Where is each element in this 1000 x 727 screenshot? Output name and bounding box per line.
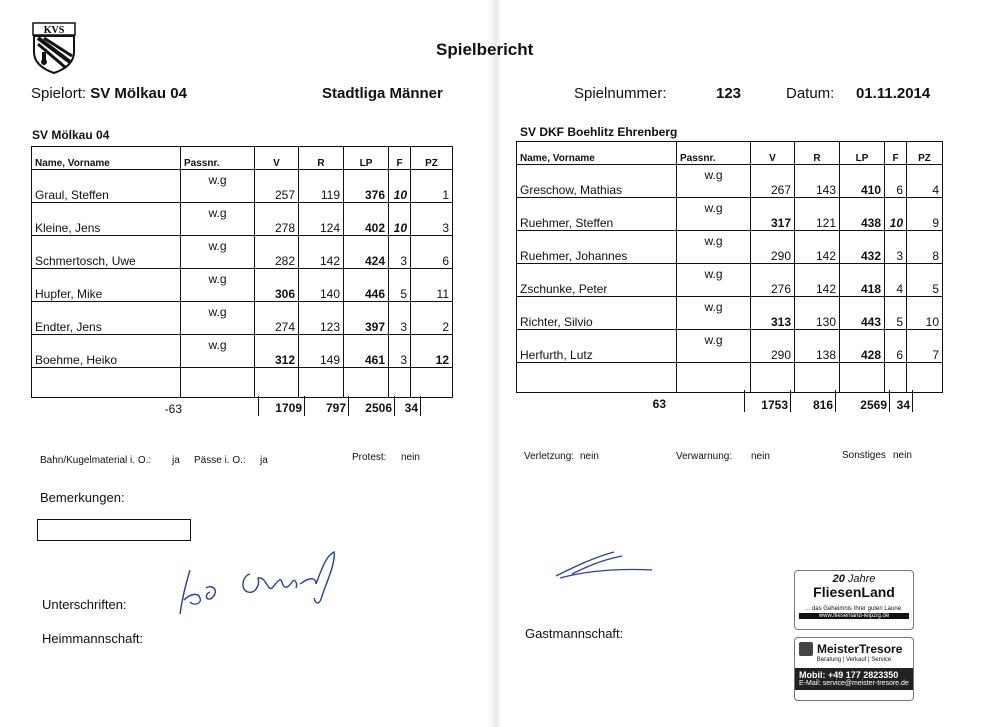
home-difference: -63 <box>164 402 182 416</box>
fliesenland-years: 20 <box>832 573 845 585</box>
home-cell-pass: w.g <box>181 236 255 269</box>
gastmannschaft-label: Gastmannschaft: <box>525 626 624 641</box>
home-cell-v: 306 <box>255 269 299 302</box>
table-row <box>32 302 453 335</box>
unterschriften-label: Unterschriften: <box>42 597 127 612</box>
away-cell-pz: 10 <box>907 297 943 330</box>
fliesenland-name: FliesenLand <box>813 584 895 600</box>
away-cell-lp: 443 <box>840 297 885 330</box>
home-cell-pz: 12 <box>411 335 453 368</box>
away-cell-pz: 9 <box>907 198 943 231</box>
home-col-lp: LP <box>344 147 389 170</box>
home-total-v: 1709 <box>275 401 302 415</box>
home-cell-pz: 11 <box>411 269 453 302</box>
meistertresore-name: MeisterTresore <box>817 642 903 656</box>
away-col-lp: LP <box>840 142 885 165</box>
home-cell-name: Kleine, Jens <box>32 203 181 236</box>
meistertresore-email: E-Mail: service@meister-tresore.de <box>795 680 913 690</box>
home-cell-f: 3 <box>389 302 411 335</box>
empty-row <box>32 368 453 398</box>
table-row <box>517 165 943 198</box>
meistertresore-ad <box>794 637 914 701</box>
away-cell-r: 121 <box>795 198 840 231</box>
away-cell-v: 317 <box>751 198 795 231</box>
away-cell-v: 290 <box>751 330 795 363</box>
home-col-r: R <box>299 147 344 170</box>
home-cell-pass: w.g <box>181 269 255 302</box>
paesse-value: ja <box>260 455 268 466</box>
sonstiges-value: nein <box>893 450 912 461</box>
kvs-logo <box>30 22 78 74</box>
table-row <box>32 269 453 302</box>
datum-label: Datum: <box>786 85 835 102</box>
home-cell-f: 5 <box>389 269 411 302</box>
away-col-pass: Passnr. <box>677 142 751 165</box>
home-cell-lp: 402 <box>344 203 389 236</box>
bemerkungen-box <box>37 519 191 541</box>
home-cell-f: 10 <box>389 203 411 236</box>
home-cell-lp: 376 <box>344 170 389 203</box>
away-cell-f: 10 <box>885 198 907 231</box>
paper-fold <box>488 0 502 727</box>
heimmannschaft-label: Heimmannschaft: <box>42 631 144 646</box>
verwarnung-label: Verwarnung: <box>676 451 733 462</box>
home-cell-name: Schmertosch, Uwe <box>32 236 181 269</box>
home-cell-r: 119 <box>299 170 344 203</box>
spielort-label: Spielort: <box>31 85 87 102</box>
away-cell-pass: w.g <box>677 198 751 231</box>
home-cell-name: Graul, Steffen <box>32 170 181 203</box>
away-cell-r: 142 <box>795 264 840 297</box>
page-title: Spielbericht <box>436 40 534 59</box>
home-score-table <box>31 146 453 398</box>
datum-value: 01.11.2014 <box>856 85 931 102</box>
home-cell-f: 10 <box>389 170 411 203</box>
away-cell-lp: 438 <box>840 198 885 231</box>
fliesenland-jahre: Jahre <box>847 573 876 585</box>
fliesenland-url: www.fliesenland-leipzig.de <box>799 613 909 619</box>
away-cell-v: 267 <box>751 165 795 198</box>
home-cell-r: 124 <box>299 203 344 236</box>
away-cell-lp: 428 <box>840 330 885 363</box>
home-signature <box>176 548 356 623</box>
home-cell-v: 278 <box>255 203 299 236</box>
home-cell-r: 149 <box>299 335 344 368</box>
spielnummer-label: Spielnummer: <box>574 85 667 102</box>
away-total-lp: 2569 <box>860 398 887 412</box>
empty-row <box>517 363 943 393</box>
meistertresore-mobil: Mobil: +49 177 2823350 <box>795 668 913 680</box>
away-cell-f: 6 <box>885 165 907 198</box>
home-cell-pz: 6 <box>411 236 453 269</box>
table-row <box>517 198 943 231</box>
home-cell-name: Hupfer, Mike <box>32 269 181 302</box>
home-cell-v: 274 <box>255 302 299 335</box>
away-cell-lp: 410 <box>840 165 885 198</box>
table-row <box>517 330 943 363</box>
away-cell-pass: w.g <box>677 330 751 363</box>
spielort <box>31 85 187 102</box>
away-cell-name: Greschow, Mathias <box>517 165 677 198</box>
verwarnung-value: nein <box>751 451 770 462</box>
away-cell-name: Herfurth, Lutz <box>517 330 677 363</box>
away-col-pz: PZ <box>907 142 943 165</box>
home-cell-pass: w.g <box>181 302 255 335</box>
away-col-v: V <box>751 142 795 165</box>
table-row <box>32 170 453 203</box>
spielnummer-value: 123 <box>716 85 742 102</box>
away-cell-name: Ruehmer, Johannes <box>517 231 677 264</box>
home-team-name: SV Mölkau 04 <box>32 128 110 142</box>
league: Stadtliga Männer <box>322 85 443 102</box>
home-cell-pass: w.g <box>181 170 255 203</box>
home-cell-r: 123 <box>299 302 344 335</box>
away-cell-v: 276 <box>751 264 795 297</box>
away-cell-name: Zschunke, Peter <box>517 264 677 297</box>
away-cell-v: 313 <box>751 297 795 330</box>
home-cell-lp: 424 <box>344 236 389 269</box>
table-row <box>32 236 453 269</box>
home-col-pass: Passnr. <box>181 147 255 170</box>
home-cell-lp: 397 <box>344 302 389 335</box>
table-row <box>517 231 943 264</box>
away-cell-r: 130 <box>795 297 840 330</box>
away-cell-lp: 432 <box>840 231 885 264</box>
away-score-table <box>516 141 943 393</box>
sonstiges-label: Sonstiges <box>842 450 886 461</box>
spielort-value: SV Mölkau 04 <box>90 85 187 102</box>
fliesenland-ad <box>794 570 914 630</box>
fliesenland-slogan: ... das Geheimnis Ihrer guten Laune. <box>805 606 903 612</box>
home-cell-r: 142 <box>299 236 344 269</box>
home-cell-pass: w.g <box>181 203 255 236</box>
away-signature <box>552 548 662 587</box>
away-cell-f: 3 <box>885 231 907 264</box>
home-total-lp: 2506 <box>365 401 392 415</box>
logo-text: KVS <box>43 25 65 36</box>
table-row <box>32 335 453 368</box>
away-col-name: Name, Vorname <box>517 142 677 165</box>
bahn-label: Bahn/Kugelmaterial i. O.: <box>40 455 152 466</box>
home-header-row <box>32 147 453 170</box>
home-cell-v: 257 <box>255 170 299 203</box>
home-cell-v: 282 <box>255 236 299 269</box>
table-row <box>517 264 943 297</box>
home-cell-pz: 2 <box>411 302 453 335</box>
meistertresore-sub: Beratung | Verkauf | Service <box>816 657 892 663</box>
bahn-value: ja <box>172 455 180 466</box>
away-total-v: 1753 <box>761 398 788 412</box>
away-difference: 63 <box>652 397 666 411</box>
away-cell-r: 142 <box>795 231 840 264</box>
away-cell-pz: 8 <box>907 231 943 264</box>
home-total-r: 797 <box>325 401 346 415</box>
away-cell-f: 4 <box>885 264 907 297</box>
home-col-f: F <box>389 147 411 170</box>
table-row <box>32 203 453 236</box>
away-cell-v: 290 <box>751 231 795 264</box>
protest-value: nein <box>401 452 420 463</box>
home-cell-f: 3 <box>389 335 411 368</box>
home-cell-pass: w.g <box>181 335 255 368</box>
away-cell-pass: w.g <box>677 264 751 297</box>
home-col-name: Name, Vorname <box>32 147 181 170</box>
home-cell-pz: 1 <box>411 170 453 203</box>
verletzung-value: nein <box>580 451 599 462</box>
away-col-f: F <box>885 142 907 165</box>
home-total-f: 34 <box>404 401 418 415</box>
home-cell-name: Endter, Jens <box>32 302 181 335</box>
safe-icon <box>799 642 813 656</box>
away-cell-f: 5 <box>885 297 907 330</box>
home-col-v: V <box>255 147 299 170</box>
away-total-f: 34 <box>896 398 910 412</box>
home-col-pz: PZ <box>411 147 453 170</box>
protest-label: Protest: <box>352 452 387 463</box>
bemerkungen-label: Bemerkungen: <box>40 490 125 505</box>
away-cell-name: Richter, Silvio <box>517 297 677 330</box>
home-cell-name: Boehme, Heiko <box>32 335 181 368</box>
away-cell-pz: 4 <box>907 165 943 198</box>
away-cell-pz: 5 <box>907 264 943 297</box>
away-cell-pz: 7 <box>907 330 943 363</box>
away-cell-pass: w.g <box>677 297 751 330</box>
away-cell-pass: w.g <box>677 231 751 264</box>
away-cell-lp: 418 <box>840 264 885 297</box>
home-cell-lp: 461 <box>344 335 389 368</box>
home-cell-lp: 446 <box>344 269 389 302</box>
away-total-r: 816 <box>812 398 833 412</box>
away-team-name: SV DKF Boehlitz Ehrenberg <box>520 125 678 139</box>
home-cell-v: 312 <box>255 335 299 368</box>
away-cell-name: Ruehmer, Steffen <box>517 198 677 231</box>
paesse-label: Pässe i. O.: <box>194 455 246 466</box>
home-cell-r: 140 <box>299 269 344 302</box>
away-cell-r: 138 <box>795 330 840 363</box>
away-col-r: R <box>795 142 840 165</box>
away-cell-pass: w.g <box>677 165 751 198</box>
away-cell-r: 143 <box>795 165 840 198</box>
away-header-row <box>517 142 943 165</box>
home-cell-f: 3 <box>389 236 411 269</box>
table-row <box>517 297 943 330</box>
verletzung-label: Verletzung: <box>524 451 575 462</box>
home-cell-pz: 3 <box>411 203 453 236</box>
away-cell-f: 6 <box>885 330 907 363</box>
